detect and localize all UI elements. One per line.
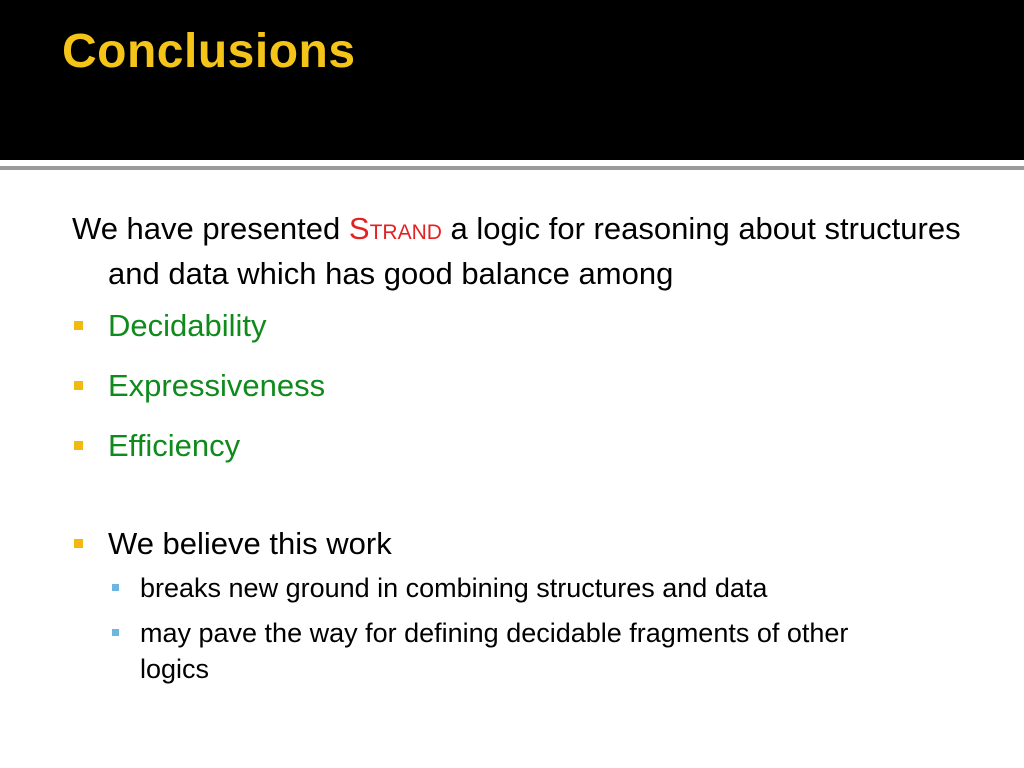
sub-list-item-ground <box>72 570 972 606</box>
title-divider-gray <box>0 166 1024 170</box>
list-item-expressiveness <box>72 366 972 406</box>
sub-bullet-square-icon <box>112 584 119 591</box>
bullet-square-icon <box>74 381 83 390</box>
intro-before: We have presented <box>72 211 349 246</box>
bullet-text: Decidability <box>108 308 267 343</box>
sub-bullet-text: may pave the way for defining decidable fragments of other logics <box>140 618 849 684</box>
sub-bullet-square-icon <box>112 629 119 636</box>
bullet-square-icon <box>74 321 83 330</box>
bullet-square-icon <box>74 441 83 450</box>
bullet-square-icon <box>74 539 83 548</box>
list-item-efficiency <box>72 426 972 466</box>
strand-smallcaps: TRAND <box>369 221 442 244</box>
slide-title: Conclusions <box>62 25 356 78</box>
intro-paragraph <box>72 208 972 294</box>
slide-body <box>72 208 972 687</box>
sub-bullet-text: breaks new ground in combining structures and data <box>140 573 768 603</box>
intro-after: a logic for reasoning about structures and data which has good balance among <box>108 211 961 291</box>
strand-initial: S <box>348 211 370 246</box>
list-item-decidability <box>72 306 972 346</box>
bullet-text: We believe this work <box>108 526 392 561</box>
sub-list-item-pave <box>72 615 972 687</box>
title-bar <box>0 0 1024 160</box>
list-item-belief <box>72 524 972 564</box>
bullet-text: Efficiency <box>108 428 241 463</box>
bullet-text: Expressiveness <box>108 368 326 403</box>
